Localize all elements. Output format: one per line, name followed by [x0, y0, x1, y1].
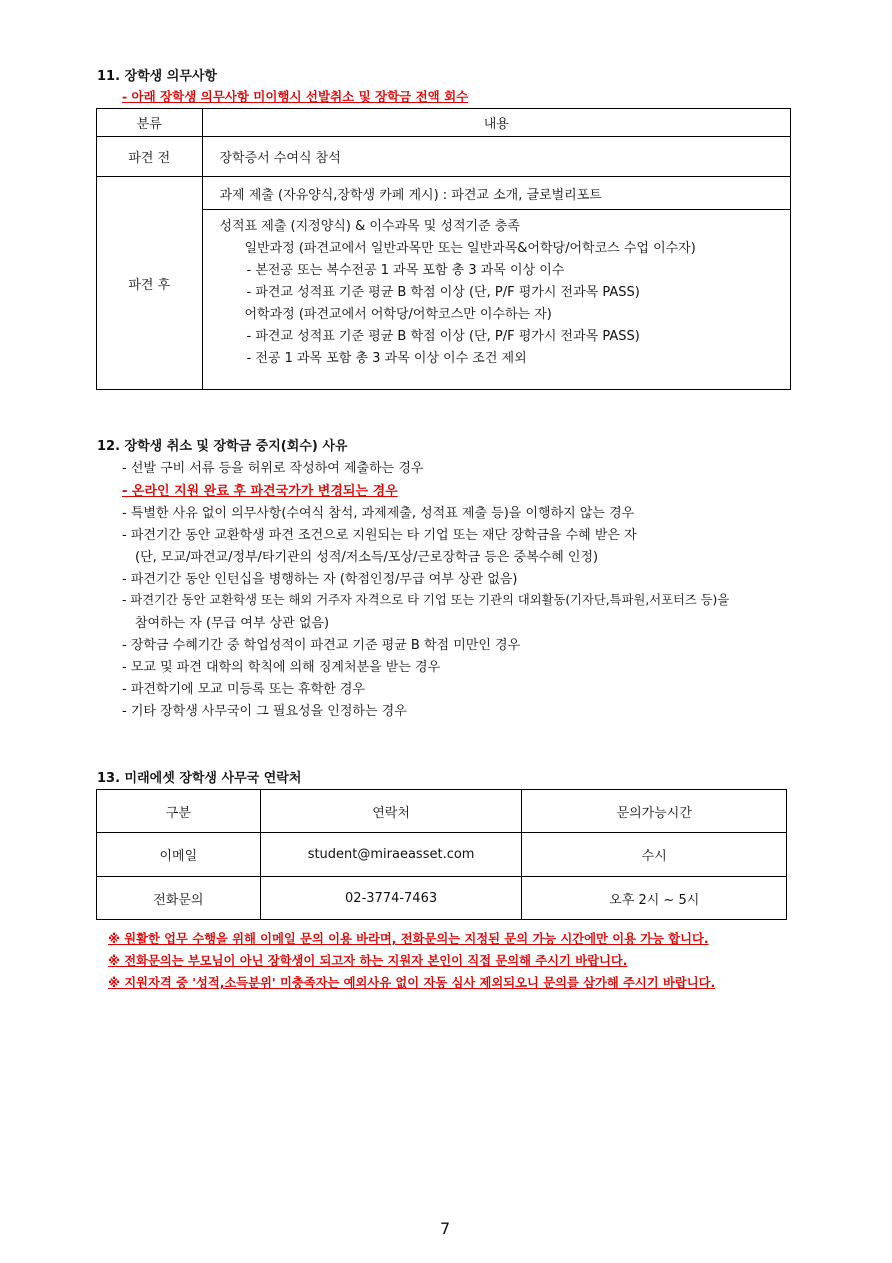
duties-header-category: 분류 — [97, 109, 203, 137]
section-13-title: 13. 미래에셋 장학생 사무국 연락처 — [97, 771, 302, 786]
cancel-reason-item: - 기타 장학생 사무국이 그 필요성을 인정하는 경우 — [122, 704, 407, 719]
contact-email-label: 이메일 — [97, 833, 261, 877]
duties-header-row — [97, 109, 791, 137]
cancel-reason-item-highlight: - 온라인 지원 완료 후 파견국가가 변경되는 경우 — [122, 484, 398, 499]
contact-header-row — [97, 790, 787, 833]
duties-before-label: 파견 전 — [97, 137, 203, 177]
duties-table — [96, 108, 791, 390]
general-course-rule-2: - 파견교 성적표 기준 평균 B 학점 이상 (단, P/F 평가시 전과목 PASS) — [246, 285, 640, 300]
duties-before-content: 장학증서 수여식 참석 — [202, 137, 791, 177]
cancel-reason-item: - 파견기간 동안 교환학생 또는 해외 거주자 자격으로 타 기업 또는 기관의 대외활동(기자단,특파원,서포터즈 등)을 — [122, 593, 730, 607]
contact-row-phone — [97, 877, 787, 920]
page-number: 7 — [440, 1219, 451, 1238]
section-12-title: 12. 장학생 취소 및 장학금 중지(회수) 사유 — [97, 439, 348, 454]
contact-notice-1: ※ 원활한 업무 수행을 위해 이메일 문의 이용 바라며, 전화문의는 지정된 문의 가능 시간에만 이용 가능 합니다. — [108, 932, 709, 946]
section-11-title: 11. 장학생 의무사항 — [97, 69, 217, 84]
cancel-reason-item-note: (단, 모교/파견교/정부/타기관의 성적/저소득/포상/근로장학금 등은 중복수혜 인정) — [135, 550, 599, 565]
contact-notice-3: ※ 지원자격 중 '성적,소득분위' 미충족자는 예외사유 없이 자동 심사 제외되오니 문의를 삼가해 주시기 바랍니다. — [108, 976, 716, 990]
language-course-rule-2: - 전공 1 과목 포함 총 3 과목 이상 이수 조건 제외 — [246, 351, 527, 366]
cancel-reason-item: - 모교 및 파견 대학의 학칙에 의해 징계처분을 받는 경우 — [122, 660, 441, 675]
contact-email-address[interactable]: student@miraeasset.com — [260, 833, 522, 877]
cancel-reason-item: - 파견기간 동안 인턴십을 병행하는 자 (학점인정/무급 여부 상관 없음) — [122, 572, 518, 587]
duties-after-label: 파견 후 — [97, 177, 203, 390]
grade-requirement-title: 성적표 제출 (지정양식) & 이수과목 및 성적기준 충족 — [219, 219, 520, 234]
contact-email-hours: 수시 — [522, 833, 787, 877]
duties-row-before — [97, 137, 791, 177]
section-11-notice: - 아래 장학생 의무사항 미이행시 선발취소 및 장학금 전액 회수 — [122, 89, 469, 104]
language-course-label: 어학과정 (파견교에서 어학당/어학코스만 이수하는 자) — [244, 307, 552, 322]
contact-header-hours: 문의가능시간 — [522, 790, 787, 833]
cancel-reason-item: - 파견기간 동안 교환학생 파견 조건으로 지원되는 타 기업 또는 재단 장학금을 수혜 받은 자 — [122, 528, 637, 543]
contact-notice-2: ※ 전화문의는 부모님이 아닌 장학생이 되고자 하는 지원자 본인이 직접 문의해 주시기 바랍니다. — [108, 954, 628, 968]
duties-row-after-1 — [97, 177, 791, 210]
cancel-reason-item-note: 참여하는 자 (무급 여부 상관 없음) — [135, 616, 330, 631]
duties-after-item-2 — [202, 210, 791, 390]
contact-phone-label: 전화문의 — [97, 877, 261, 920]
duties-header-content: 내용 — [202, 109, 791, 137]
general-course-label: 일반과정 (파견교에서 일반과목만 또는 일반과목&어학당/어학코스 수업 이수자) — [244, 241, 696, 256]
contact-row-email — [97, 833, 787, 877]
cancel-reason-item: - 파견학기에 모교 미등록 또는 휴학한 경우 — [122, 682, 365, 697]
contact-header-type: 구분 — [97, 790, 261, 833]
cancel-reason-item: - 선발 구비 서류 등을 허위로 작성하여 제출하는 경우 — [122, 461, 424, 476]
language-course-rule-1: - 파견교 성적표 기준 평균 B 학점 이상 (단, P/F 평가시 전과목 PASS) — [246, 329, 640, 344]
contact-phone-number[interactable]: 02-3774-7463 — [260, 877, 522, 920]
contact-table — [96, 789, 787, 920]
cancel-reason-item: - 특별한 사유 없이 의무사항(수여식 참석, 과제제출, 성적표 제출 등)을 이행하지 않는 경우 — [122, 506, 635, 521]
contact-header-contact: 연락처 — [260, 790, 522, 833]
duties-after-item-1: 과제 제출 (자유양식,장학생 카페 게시) : 파견교 소개, 글로벌리포트 — [202, 177, 791, 210]
cancel-reason-item: - 장학금 수혜기간 중 학업성적이 파견교 기준 평균 B 학점 미만인 경우 — [122, 638, 521, 653]
contact-phone-hours: 오후 2시 ~ 5시 — [522, 877, 787, 920]
general-course-rule-1: - 본전공 또는 복수전공 1 과목 포함 총 3 과목 이상 이수 — [246, 263, 565, 278]
